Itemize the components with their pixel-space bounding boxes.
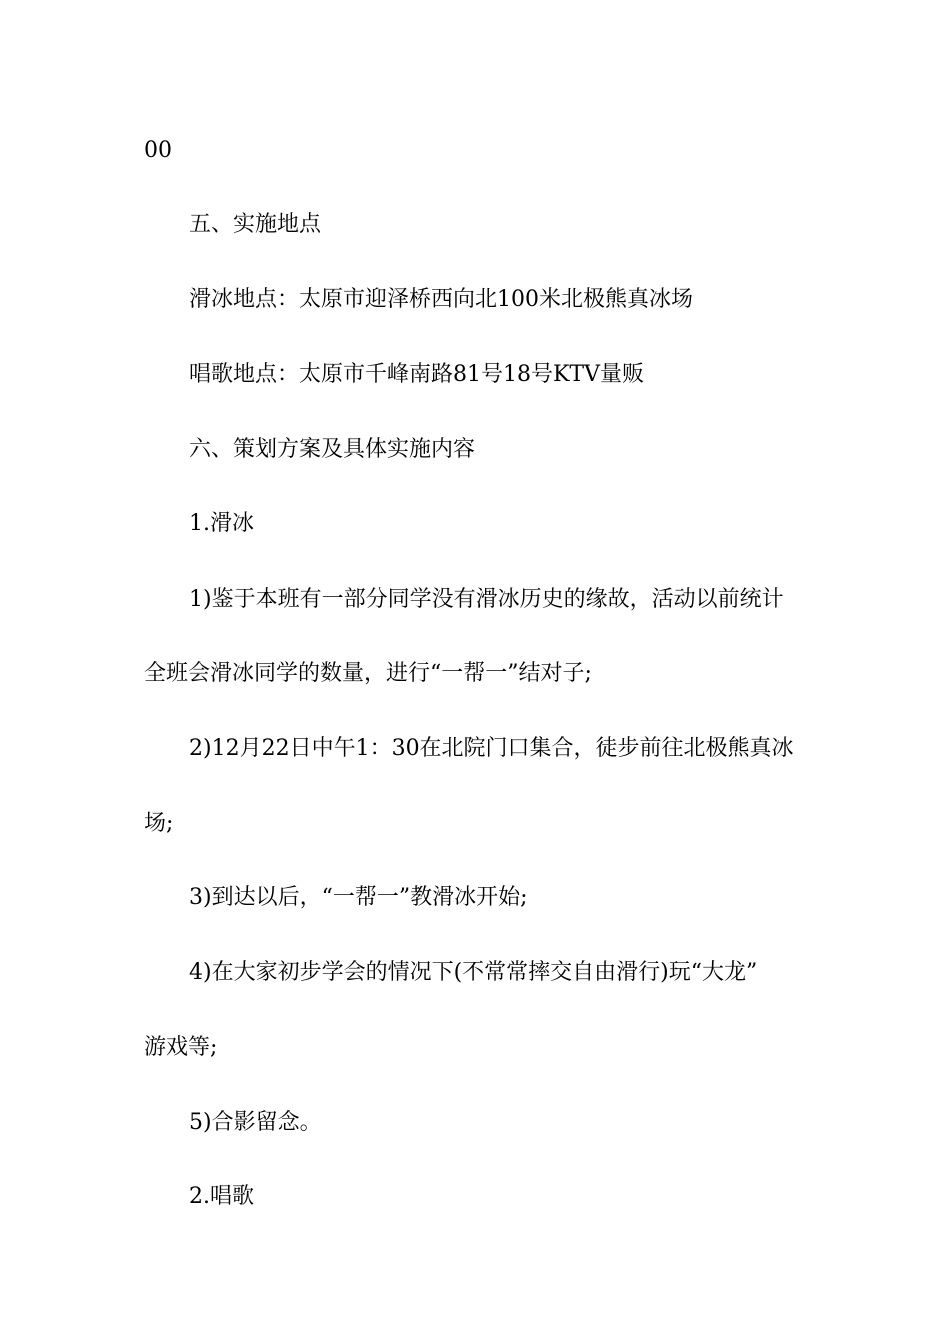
paragraph-1-line-1: 1)鉴于本班有一部分同学没有滑冰历史的缘故，活动以前统计 <box>189 587 784 612</box>
paragraph-2-line-1: 2)12月22日中午1：30在北院门口集合，徒步前往北极熊真冰 <box>189 736 794 761</box>
subheading-singing: 2.唱歌 <box>189 1184 254 1209</box>
subheading-skating: 1.滑冰 <box>189 511 254 536</box>
paragraph-4-line-2: 游戏等; <box>144 1035 218 1060</box>
paragraph-1-line-2: 全班会滑冰同学的数量，进行“一帮一”结对子; <box>144 661 592 686</box>
paragraph-2-line-2: 场; <box>144 811 174 836</box>
paragraph-5-line: 5)合影留念。 <box>189 1110 322 1135</box>
section-heading-location: 五、实施地点 <box>189 212 322 237</box>
text-line-fragment: 00 <box>144 138 172 163</box>
singing-location-line: 唱歌地点：太原市千峰南路81号18号KTV量贩 <box>189 362 644 387</box>
paragraph-4-line-1: 4)在大家初步学会的情况下(不常常摔交自由滑行)玩“大龙” <box>189 960 758 985</box>
section-heading-plan: 六、策划方案及具体实施内容 <box>189 437 476 462</box>
skating-location-line: 滑冰地点：太原市迎泽桥西向北100米北极熊真冰场 <box>189 287 693 312</box>
paragraph-3-line: 3)到达以后，“一帮一”教滑冰开始; <box>189 885 528 910</box>
